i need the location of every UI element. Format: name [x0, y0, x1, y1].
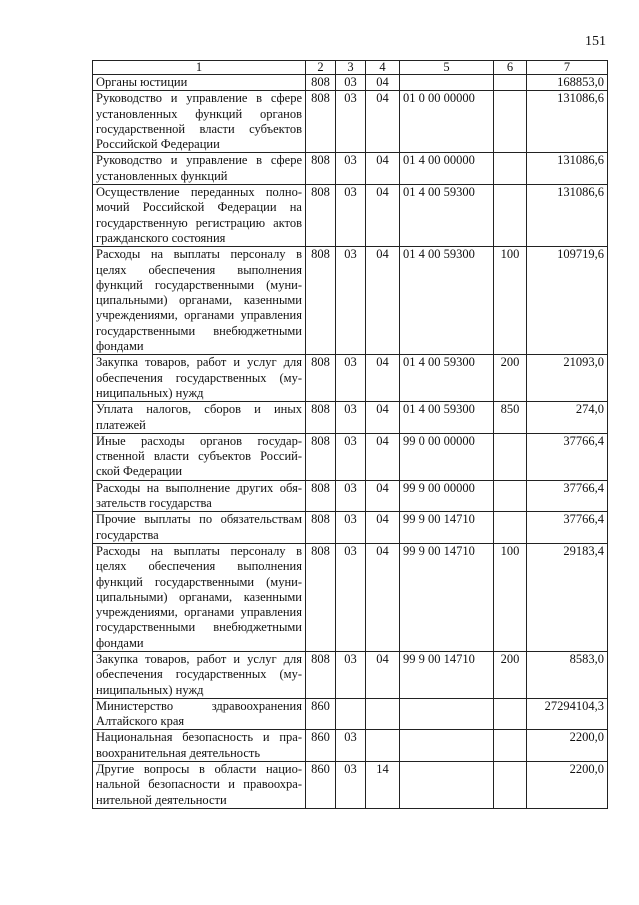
department-code: 808 [306, 402, 336, 434]
budget-table [92, 60, 608, 809]
table-row [93, 153, 608, 185]
item-name: Другие вопросы в области национальной безопасности и правоохранительной деятельности [93, 762, 306, 809]
table-row [93, 512, 608, 544]
expense-type-code: 100 [494, 247, 527, 355]
target-article-code: 01 4 00 59300 [400, 402, 494, 434]
target-article-code: 99 0 00 00000 [400, 433, 494, 480]
department-code: 808 [306, 480, 336, 512]
amount: 37766,4 [527, 512, 608, 544]
target-article-code: 99 9 00 14710 [400, 651, 494, 698]
expense-type-code [494, 153, 527, 185]
subsection-code: 04 [366, 153, 400, 185]
column-header: 7 [527, 61, 608, 75]
item-name: Расходы на выполнение других обязательств государства [93, 480, 306, 512]
table-row [93, 730, 608, 762]
subsection-code: 04 [366, 543, 400, 651]
amount: 37766,4 [527, 433, 608, 480]
expense-type-code: 200 [494, 651, 527, 698]
amount: 29183,4 [527, 543, 608, 651]
department-code: 808 [306, 247, 336, 355]
table-row [93, 247, 608, 355]
department-code: 808 [306, 651, 336, 698]
table-header-row [93, 61, 608, 75]
item-name: Уплата налогов, сборов и иных платежей [93, 402, 306, 434]
target-article-code: 99 9 00 14710 [400, 512, 494, 544]
amount: 131086,6 [527, 185, 608, 247]
section-code [336, 698, 366, 730]
table-row [93, 185, 608, 247]
subsection-code: 04 [366, 247, 400, 355]
target-article-code: 01 4 00 00000 [400, 153, 494, 185]
item-name: Министерство здравоохранения Алтайского края [93, 698, 306, 730]
expense-type-code [494, 698, 527, 730]
expense-type-code [494, 730, 527, 762]
subsection-code: 04 [366, 185, 400, 247]
amount: 8583,0 [527, 651, 608, 698]
target-article-code: 01 4 00 59300 [400, 185, 494, 247]
section-code: 03 [336, 247, 366, 355]
target-article-code: 01 4 00 59300 [400, 247, 494, 355]
department-code: 808 [306, 153, 336, 185]
section-code: 03 [336, 75, 366, 91]
section-code: 03 [336, 651, 366, 698]
section-code: 03 [336, 433, 366, 480]
target-article-code [400, 698, 494, 730]
amount: 37766,4 [527, 480, 608, 512]
item-name: Осуществление переданных полномочий Российской Федерации на государственную регистрацию актов гражданского состояния [93, 185, 306, 247]
column-header: 4 [366, 61, 400, 75]
table-row [93, 480, 608, 512]
expense-type-code [494, 762, 527, 809]
expense-type-code [494, 91, 527, 153]
page-number: 151 [585, 34, 606, 49]
section-code: 03 [336, 730, 366, 762]
amount: 2200,0 [527, 730, 608, 762]
expense-type-code: 100 [494, 543, 527, 651]
item-name: Расходы на выплаты персоналу в целях обеспечения выполнения функций государственными (муниципальными) органами, казенными учреждениями, органами управления государственными внебюджетными фондами [93, 247, 306, 355]
amount: 274,0 [527, 402, 608, 434]
target-article-code [400, 730, 494, 762]
item-name: Расходы на выплаты персоналу в целях обеспечения выполнения функций государственными (муниципальными) органами, казенными учреждениями, органами управления государственными внебюджетными фондами [93, 543, 306, 651]
expense-type-code [494, 512, 527, 544]
section-code: 03 [336, 480, 366, 512]
table-row [93, 543, 608, 651]
column-header: 1 [93, 61, 306, 75]
table-row [93, 698, 608, 730]
column-header: 6 [494, 61, 527, 75]
column-header: 2 [306, 61, 336, 75]
subsection-code: 04 [366, 433, 400, 480]
subsection-code [366, 730, 400, 762]
amount: 131086,6 [527, 91, 608, 153]
department-code: 808 [306, 512, 336, 544]
item-name: Руководство и управление в сфере установленных функций органов государственной власти субъектов Российской Федерации [93, 91, 306, 153]
department-code: 808 [306, 185, 336, 247]
department-code: 808 [306, 355, 336, 402]
item-name: Органы юстиции [93, 75, 306, 91]
target-article-code: 99 9 00 14710 [400, 543, 494, 651]
department-code: 808 [306, 91, 336, 153]
amount: 168853,0 [527, 75, 608, 91]
expense-type-code [494, 480, 527, 512]
subsection-code [366, 698, 400, 730]
subsection-code: 14 [366, 762, 400, 809]
expense-type-code: 850 [494, 402, 527, 434]
department-code: 860 [306, 698, 336, 730]
item-name: Национальная безопасность и правоохранительная деятельность [93, 730, 306, 762]
table-row [93, 762, 608, 809]
department-code: 808 [306, 75, 336, 91]
target-article-code [400, 762, 494, 809]
department-code: 808 [306, 433, 336, 480]
column-header: 3 [336, 61, 366, 75]
item-name: Закупка товаров, работ и услуг для обеспечения государственных (муниципальных) нужд [93, 651, 306, 698]
amount: 109719,6 [527, 247, 608, 355]
expense-type-code: 200 [494, 355, 527, 402]
column-header: 5 [400, 61, 494, 75]
target-article-code [400, 75, 494, 91]
expense-type-code [494, 75, 527, 91]
table-row [93, 651, 608, 698]
subsection-code: 04 [366, 355, 400, 402]
section-code: 03 [336, 512, 366, 544]
expense-type-code [494, 185, 527, 247]
amount: 2200,0 [527, 762, 608, 809]
subsection-code: 04 [366, 402, 400, 434]
table-row [93, 355, 608, 402]
subsection-code: 04 [366, 75, 400, 91]
table-row [93, 402, 608, 434]
section-code: 03 [336, 762, 366, 809]
item-name: Закупка товаров, работ и услуг для обеспечения государственных (муниципальных) нужд [93, 355, 306, 402]
subsection-code: 04 [366, 480, 400, 512]
section-code: 03 [336, 402, 366, 434]
item-name: Руководство и управление в сфере установленных функций [93, 153, 306, 185]
target-article-code: 01 0 00 00000 [400, 91, 494, 153]
section-code: 03 [336, 543, 366, 651]
table-row [93, 75, 608, 91]
section-code: 03 [336, 185, 366, 247]
amount: 27294104,3 [527, 698, 608, 730]
table-row [93, 91, 608, 153]
item-name: Иные расходы органов государственной власти субъектов Российской Федерации [93, 433, 306, 480]
section-code: 03 [336, 355, 366, 402]
amount: 21093,0 [527, 355, 608, 402]
target-article-code: 01 4 00 59300 [400, 355, 494, 402]
target-article-code: 99 9 00 00000 [400, 480, 494, 512]
item-name: Прочие выплаты по обязательствам государства [93, 512, 306, 544]
section-code: 03 [336, 91, 366, 153]
section-code: 03 [336, 153, 366, 185]
subsection-code: 04 [366, 512, 400, 544]
subsection-code: 04 [366, 651, 400, 698]
expense-type-code [494, 433, 527, 480]
table-row [93, 433, 608, 480]
department-code: 860 [306, 762, 336, 809]
subsection-code: 04 [366, 91, 400, 153]
department-code: 808 [306, 543, 336, 651]
amount: 131086,6 [527, 153, 608, 185]
department-code: 860 [306, 730, 336, 762]
